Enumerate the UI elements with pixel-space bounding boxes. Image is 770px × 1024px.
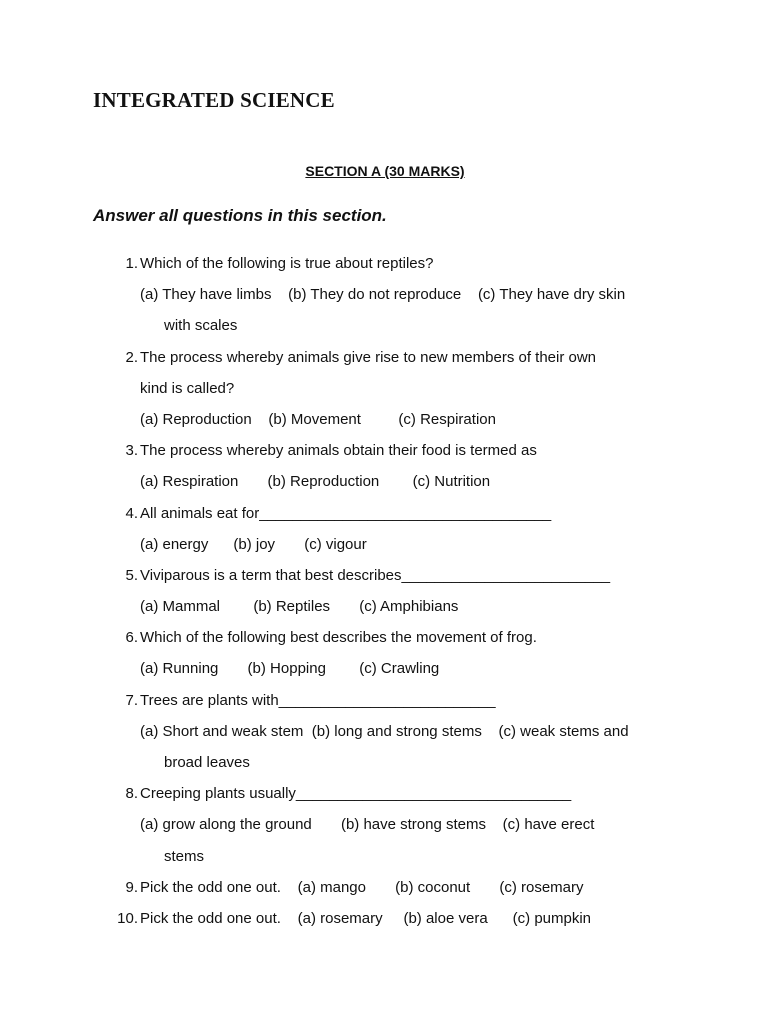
question-3 [115, 442, 537, 460]
question-text: Which of the following best describes the movement of frog. [140, 629, 537, 646]
question-text: All animals eat for___________________________________ [140, 505, 552, 522]
instruction-text: Answer all questions in this section. [93, 206, 387, 225]
question-7-options: (a) Short and weak stem (b) long and strong stems (c) weak stems and [140, 723, 629, 740]
question-text: Viviparous is a term that best describes_________________________ [140, 567, 611, 584]
question-1 [115, 255, 434, 273]
question-number: 5. [125, 567, 138, 584]
question-number: 8. [125, 785, 138, 802]
question-text: The process whereby animals give rise to new members of their own [140, 349, 597, 366]
question-6-options: (a) Running (b) Hopping (c) Crawling [140, 660, 440, 677]
question-4-options: (a) energy (b) joy (c) vigour [140, 536, 367, 553]
question-text: Pick the odd one out. (a) rosemary (b) aloe vera (c) pumpkin [140, 910, 592, 927]
question-5 [115, 567, 610, 585]
question-8-options-cont: stems [164, 848, 205, 865]
question-number: 6. [125, 629, 138, 646]
question-2 [115, 349, 596, 367]
question-1-options-cont: with scales [164, 317, 238, 334]
question-number: 2. [125, 349, 138, 366]
question-3-options: (a) Respiration (b) Reproduction (c) Nutrition [140, 473, 491, 490]
question-text: Pick the odd one out. (a) mango (b) coconut (c) rosemary [140, 879, 584, 896]
question-number: 1. [125, 255, 138, 272]
question-number: 10. [117, 910, 138, 927]
question-9 [115, 879, 584, 897]
question-number: 9. [125, 879, 138, 896]
question-number: 4. [125, 505, 138, 522]
section-heading: SECTION A (30 MARKS) [305, 163, 465, 179]
question-10 [115, 910, 591, 928]
question-4 [115, 505, 551, 523]
question-1-options: (a) They have limbs (b) They do not reproduce (c) They have dry skin [140, 286, 626, 303]
question-number: 7. [125, 692, 138, 709]
question-7-options-cont: broad leaves [164, 754, 250, 771]
question-text: Trees are plants with__________________________ [140, 692, 496, 709]
question-7 [115, 692, 496, 710]
question-8 [115, 785, 571, 803]
question-2-text-cont: kind is called? [140, 380, 235, 397]
page-title: INTEGRATED SCIENCE [93, 88, 335, 112]
question-text: Creeping plants usually_________________________________ [140, 785, 572, 802]
question-6 [115, 629, 537, 647]
question-text: The process whereby animals obtain their food is termed as [140, 442, 537, 459]
question-8-options: (a) grow along the ground (b) have strong stems (c) have erect [140, 816, 595, 833]
question-5-options: (a) Mammal (b) Reptiles (c) Amphibians [140, 598, 459, 615]
question-text: Which of the following is true about reptiles? [140, 255, 434, 272]
question-2-options: (a) Reproduction (b) Movement (c) Respiration [140, 411, 496, 428]
question-number: 3. [125, 442, 138, 459]
